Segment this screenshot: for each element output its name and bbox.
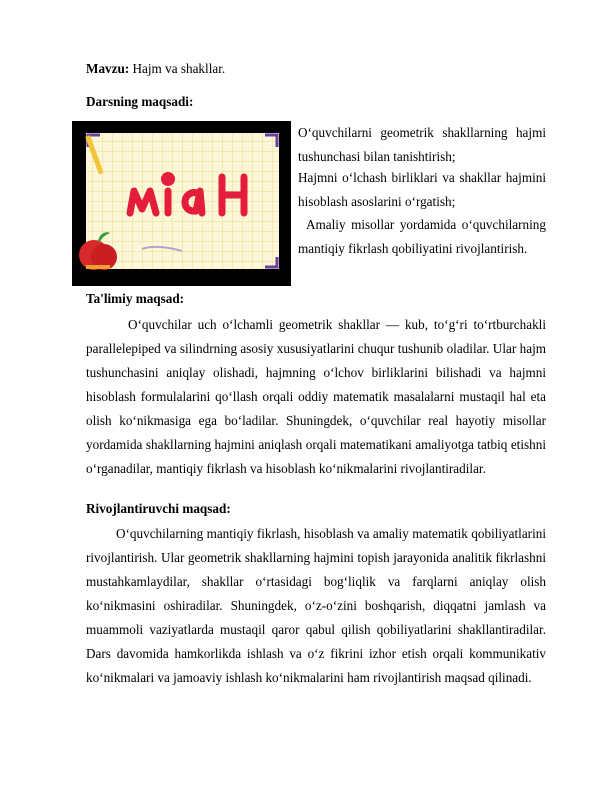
educational-heading: Ta'limiy maqsad: — [86, 291, 185, 306]
topic-value: Hajm va shakllar. — [129, 61, 226, 76]
hajm-illustration-svg — [72, 121, 291, 286]
lesson-goal-heading: Darsning maqsadi: — [86, 94, 194, 109]
topic-label: Mavzu: — [86, 61, 130, 76]
educational-paragraph: O‘quvchilar uch o‘lchamli geometrik shakllar — kub, to‘g‘ri to‘rtburchakli parallelepiped va silindrning asosiy xususiyatlarini chuqur tushunib oladilar. Ular hajm tushunchasini aniqlay olishadi, hajmning o‘lchov birliklarini bilishadi va hajmni hisoblash formulalarini qo‘llash orqali oddiy matematik masalalarni mustaqil hal eta olish ko‘nikmasiga ega bo‘ladilar. Shuningdek, o‘quvchilar real hayotiy misollar yordamida shakllarning hajmini aniqlash orqali matematikani amaliyotga tatbiq etishni o‘rganadilar, mantiqiy fikrlash va hisoblash ko‘nikmalarini rivojlantiradilar. — [86, 317, 546, 476]
developmental-paragraph: O‘quvchilarning mantiqiy fikrlash, hisoblash va amaliy matematik qobiliyatlarini rivojlantirish. Ular geometrik shakllarning hajmini topish jarayonida analitik fikrlashni mustahkamlaydilar, shakllar o‘rtasidagi bog‘liqlik va farqlarni aniqlay olish ko‘nikmasini oshiradilar. Shuningdek, o‘z-o‘zini boshqarish, diqqatni jamlash va muammoli vaziyatlarda mustaqil qaror qabul qilish qobiliyatlarini shakllantiradilar. Dars davomida hamkorlikda ishlash va o‘z fikrini izhor etish orqali kommunikativ ko‘nikmalari va jamoaviy ishlash ko‘nikmalarini ham rivojlantirish maqsad qilinadi. — [86, 526, 546, 685]
goal-item: Amaliy misollar yordamida o‘quvchilarning mantiqiy fikrlash qobiliyatini rivojlantirish. — [298, 217, 546, 256]
goals-list — [298, 121, 546, 261]
developmental-heading: Rivojlantiruvchi maqsad: — [86, 501, 231, 516]
goal-item: O‘quvchilarni geometrik shakllarning hajmi tushunchasi bilan tanishtirish; — [298, 125, 546, 164]
hajm-illustration — [72, 121, 291, 286]
topic-line — [86, 57, 546, 81]
goal-item: Hajmni o‘lchash birliklari va shakllar hajmini hisoblash asoslarini o‘rgatish; — [298, 170, 546, 209]
